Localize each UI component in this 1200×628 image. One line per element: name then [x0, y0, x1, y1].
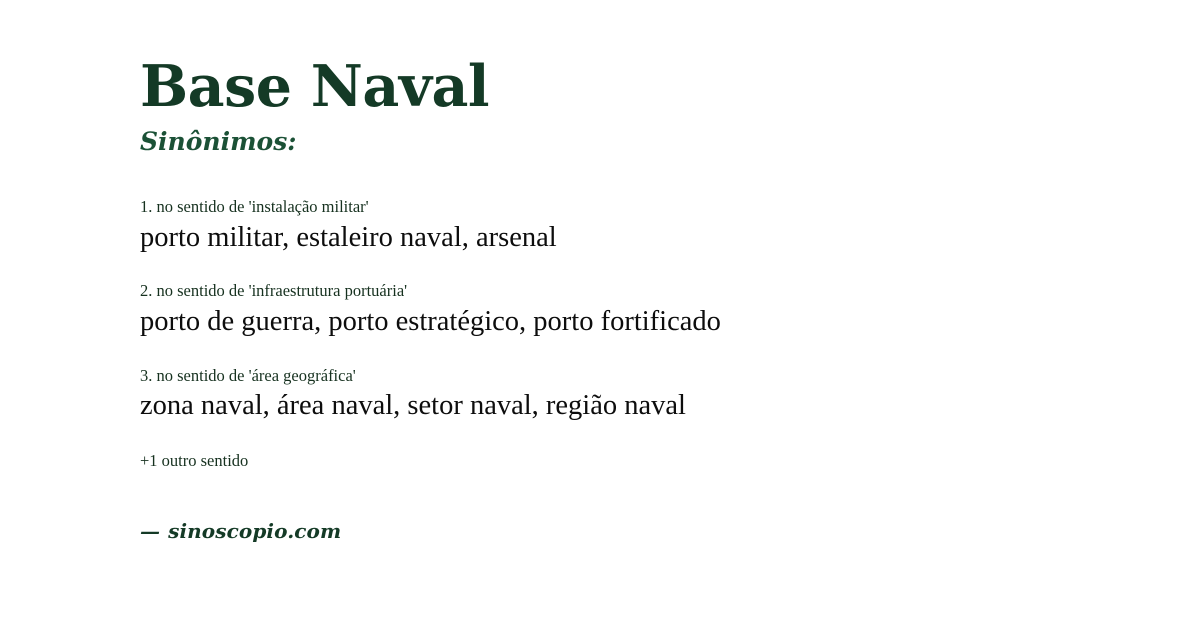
- section-subtitle: Sinônimos:: [140, 126, 297, 156]
- sense-entry: [140, 366, 1060, 425]
- sense-entry: [140, 281, 1060, 340]
- sense-label: 3. no sentido de 'área geográfica': [140, 365, 356, 385]
- page-title: Base Naval: [140, 53, 490, 120]
- more-senses-note: +1 outro sentido: [140, 450, 249, 470]
- sense-label: 2. no sentido de 'infraestrutura portuária': [140, 281, 408, 301]
- sense-synonyms: zona naval, área naval, setor naval, região naval: [140, 390, 686, 422]
- em-dash-icon: —: [140, 518, 161, 543]
- sense-entry: [140, 197, 1060, 256]
- sense-synonyms: porto militar, estaleiro naval, arsenal: [140, 221, 557, 253]
- source-attribution: [140, 519, 1060, 543]
- sense-label: 1. no sentido de 'instalação militar': [140, 197, 369, 217]
- sense-synonyms: porto de guerra, porto estratégico, porto fortificado: [140, 306, 721, 338]
- senses-list: [140, 197, 1060, 425]
- source-name: sinoscopio.com: [168, 518, 342, 543]
